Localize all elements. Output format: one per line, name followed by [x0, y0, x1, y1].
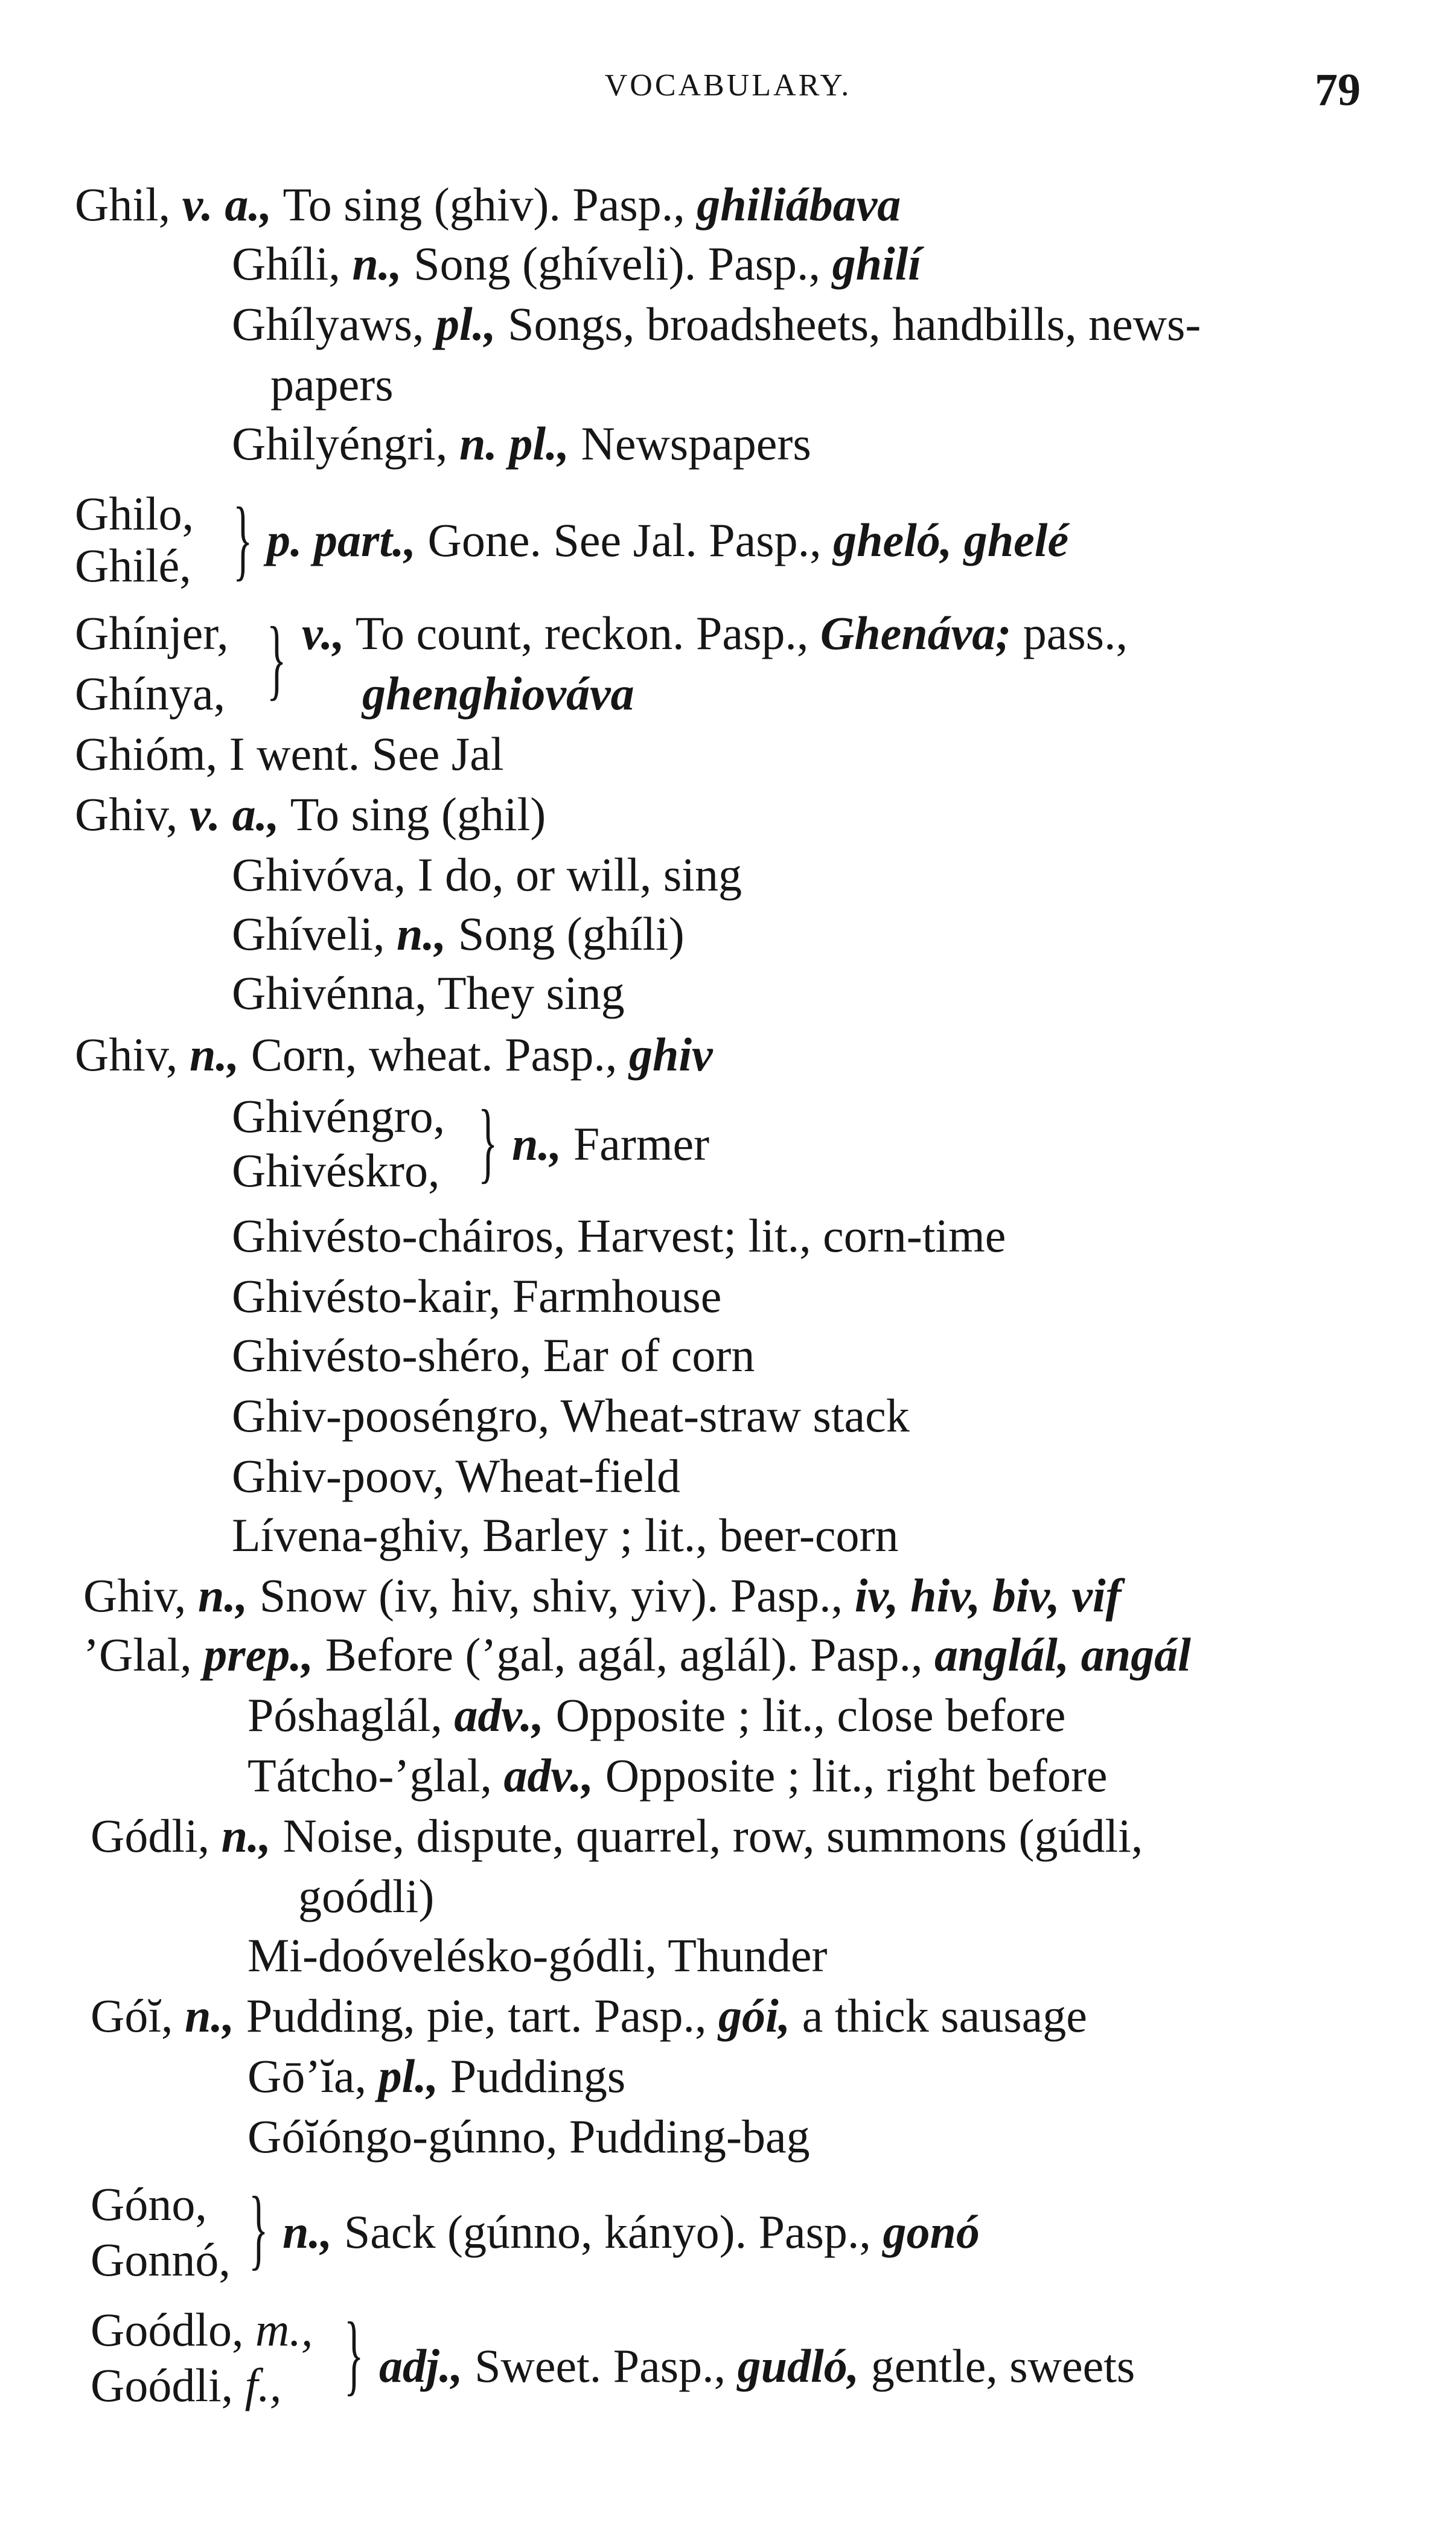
brace-mark: } [267, 609, 287, 709]
definition: Before (’gal, agál, aglál). Pasp., [325, 1628, 923, 1681]
definition-continuation: goódli) [298, 1870, 435, 1922]
definition: Farmhouse [512, 1270, 722, 1322]
entry-ghiv-poov [232, 1450, 680, 1502]
gender-marker: f., [244, 2359, 282, 2411]
headword: Ghínjer, [75, 607, 229, 659]
part-of-speech: adv., [454, 1689, 544, 1741]
entry-ghilyengri [232, 417, 811, 470]
entry-goia [247, 2050, 626, 2102]
definition: Snow (iv, hiv, shiv, yiv). Pasp., [259, 1569, 843, 1622]
part-of-speech: n., [283, 2206, 333, 2258]
pasp-form: gonó [883, 2206, 980, 2258]
pasp-form: gheló, ghelé [833, 514, 1069, 566]
headword: Ghivéskro, [232, 1144, 440, 1197]
entry-ghiom [75, 728, 504, 780]
headword: Ghivénna, [232, 967, 427, 1019]
pasp-form: iv, hiv, biv, vif [854, 1569, 1122, 1622]
entry-livena-ghiv [232, 1509, 899, 1561]
definition: To sing (ghil) [290, 788, 546, 840]
part-of-speech: v. a., [182, 178, 272, 231]
headword: Ghilé, [75, 539, 191, 592]
entry-ghiv-corn [75, 1028, 713, 1081]
definition: I went. See Jal [229, 728, 504, 780]
pasp-form: Ghenáva; [820, 607, 1012, 659]
definition: I do, or will, sing [417, 848, 742, 901]
entry-glal [83, 1628, 1191, 1681]
part-of-speech: n., [512, 1118, 562, 1170]
definition-continuation: papers [270, 358, 394, 411]
part-of-speech: adv., [503, 1749, 594, 1802]
definition: Wheat-field [455, 1450, 680, 1502]
page-number: 79 [1315, 65, 1361, 115]
part-of-speech: pl., [378, 2050, 439, 2102]
part-of-speech: prep., [203, 1628, 314, 1681]
definition: Corn, wheat. Pasp., [251, 1028, 618, 1081]
headword: Mi-doóvelésko-gódli, [247, 1929, 657, 1982]
pasp-form: ghilí [832, 237, 921, 290]
headword: Góĭ, [91, 1989, 173, 2042]
entry-ghiveli [232, 907, 685, 960]
entry-ghiv-snow [83, 1569, 1122, 1622]
definition: Noise, dispute, quarrel, row, summons (gúdli, [283, 1809, 1143, 1862]
entry-continuation [298, 1870, 435, 1922]
pasp-form: anglál, angál [934, 1628, 1191, 1681]
headword: Ghíveli, [232, 907, 385, 960]
entry-goiongo-gunno [247, 2110, 810, 2163]
definition: Songs, broadsheets, handbills, news- [508, 298, 1201, 350]
definition: Sack (gúnno, kányo). Pasp., [343, 2206, 871, 2258]
definition: Thunder [668, 1929, 828, 1982]
pasp-form: ghiliábava [697, 178, 901, 231]
definition: Pudding, pie, tart. Pasp., [246, 1989, 707, 2042]
entry-ghil-verb [75, 178, 901, 231]
headword: Ghiv-poov, [232, 1450, 445, 1502]
entry-ghivesto-kair [232, 1270, 722, 1322]
entry-ghivenna [232, 967, 625, 1019]
entry-ghivesto-shero [232, 1329, 755, 1381]
entry-ghiv-poosengro [232, 1389, 910, 1442]
headword: Ghil, [75, 178, 171, 231]
brace-mark: } [233, 489, 253, 589]
entry-goi [91, 1989, 1087, 2042]
headword: Ghivésto-cháiros, [232, 1209, 566, 1262]
gloss [267, 514, 1069, 566]
definition: Song (ghíveli). Pasp., [413, 237, 821, 290]
part-of-speech: n. pl., [459, 417, 569, 470]
pasp-form: ghiv [628, 1028, 713, 1081]
entry-ghiv-verb [75, 788, 546, 840]
brace-mark: } [344, 2304, 364, 2404]
entry-mi-doovelesko-godli [247, 1929, 828, 1982]
headword: ’Glal, [83, 1628, 192, 1681]
headword: Ghivóva, [232, 848, 406, 901]
definition-extra: gentle, sweets [870, 2340, 1135, 2392]
gloss [283, 2206, 980, 2258]
headword: Goódlo, [91, 2303, 244, 2356]
part-of-speech: n., [185, 1989, 235, 2042]
gender-marker: m., [255, 2303, 313, 2356]
definition: Gone. See Jal. Pasp., [427, 514, 822, 566]
definition: Newspapers [581, 417, 811, 470]
brace-mark: } [249, 2178, 269, 2279]
part-of-speech: pl., [435, 298, 496, 350]
pasp-form: gudló, [737, 2340, 860, 2392]
gloss [379, 2340, 1135, 2392]
headword-group [91, 2303, 313, 2356]
headword: Ghivéngro, [232, 1090, 445, 1142]
definition: To sing (ghiv). Pasp., [283, 178, 685, 231]
headword: Ghiv, [83, 1569, 187, 1622]
part-of-speech: p. part., [267, 514, 417, 566]
entry-ghivesto-chairos [232, 1209, 1006, 1262]
part-of-speech: v. a., [189, 788, 279, 840]
definition: Sweet. Pasp., [474, 2340, 726, 2392]
definition: Pudding-bag [569, 2110, 810, 2163]
headword-group [91, 2359, 282, 2411]
headword: Góno, [91, 2178, 207, 2230]
headword: Ghivésto-kair, [232, 1270, 501, 1322]
part-of-speech: n., [396, 907, 447, 960]
gloss-line-2 [362, 667, 634, 720]
definition-extra: pass., [1023, 607, 1128, 659]
definition: Harvest; lit., corn-time [576, 1209, 1006, 1262]
headword: Póshaglál, [247, 1689, 442, 1741]
entry-ghili [232, 237, 921, 290]
definition: Puddings [450, 2050, 626, 2102]
pasp-form: gói, [718, 1989, 791, 2042]
entry-continuation [270, 358, 394, 411]
gloss [512, 1118, 710, 1170]
part-of-speech: adj., [379, 2340, 463, 2392]
headword: Ghiv-pooséngro, [232, 1389, 550, 1442]
entry-tatcho-glal [247, 1749, 1108, 1802]
headword: Góĭóngo-gúnno, [247, 2110, 558, 2163]
brace-mark: } [478, 1092, 498, 1192]
headword: Lívena-ghiv, [232, 1509, 471, 1561]
headword: Ghivésto-shéro, [232, 1329, 532, 1381]
headword: Tátcho-’glal, [247, 1749, 492, 1802]
headword: Ghílyaws, [232, 298, 424, 350]
definition: Farmer [573, 1118, 710, 1170]
headword: Ghilo, [75, 487, 194, 540]
entry-godli [91, 1809, 1143, 1862]
definition: Barley ; lit., beer-corn [482, 1509, 899, 1561]
definition: Wheat-straw stack [560, 1389, 910, 1442]
headword: Ghínya, [75, 667, 226, 720]
definition: They sing [437, 967, 625, 1019]
definition: To count, reckon. Pasp., [355, 607, 809, 659]
definition: Opposite ; lit., close before [555, 1689, 1066, 1741]
definition-extra: a thick sausage [802, 1989, 1087, 2042]
running-head: VOCABULARY. [604, 68, 852, 103]
pasp-form: ghenghiováva [362, 667, 634, 720]
entry-ghivova [232, 848, 742, 901]
headword: Gonnó, [91, 2233, 231, 2286]
headword: Gódli, [91, 1809, 210, 1862]
headword: Ghióm, [75, 728, 218, 780]
headword: Ghilyéngri, [232, 417, 448, 470]
definition: Song (ghíli) [458, 907, 685, 960]
gloss [302, 607, 1128, 659]
definition: Opposite ; lit., right before [605, 1749, 1108, 1802]
headword: Ghiv, [75, 1028, 178, 1081]
definition: Ear of corn [543, 1329, 755, 1381]
part-of-speech: v., [302, 607, 345, 659]
headword: Gō’ĭa, [247, 2050, 367, 2102]
part-of-speech: n., [189, 1028, 240, 1081]
headword: Ghíli, [232, 237, 340, 290]
entry-ghilyaws [232, 298, 1201, 350]
entry-poshaglal [247, 1689, 1066, 1741]
part-of-speech: n., [197, 1569, 248, 1622]
part-of-speech: n., [352, 237, 402, 290]
headword: Ghiv, [75, 788, 178, 840]
part-of-speech: n., [221, 1809, 272, 1862]
headword: Goódli, [91, 2359, 234, 2411]
